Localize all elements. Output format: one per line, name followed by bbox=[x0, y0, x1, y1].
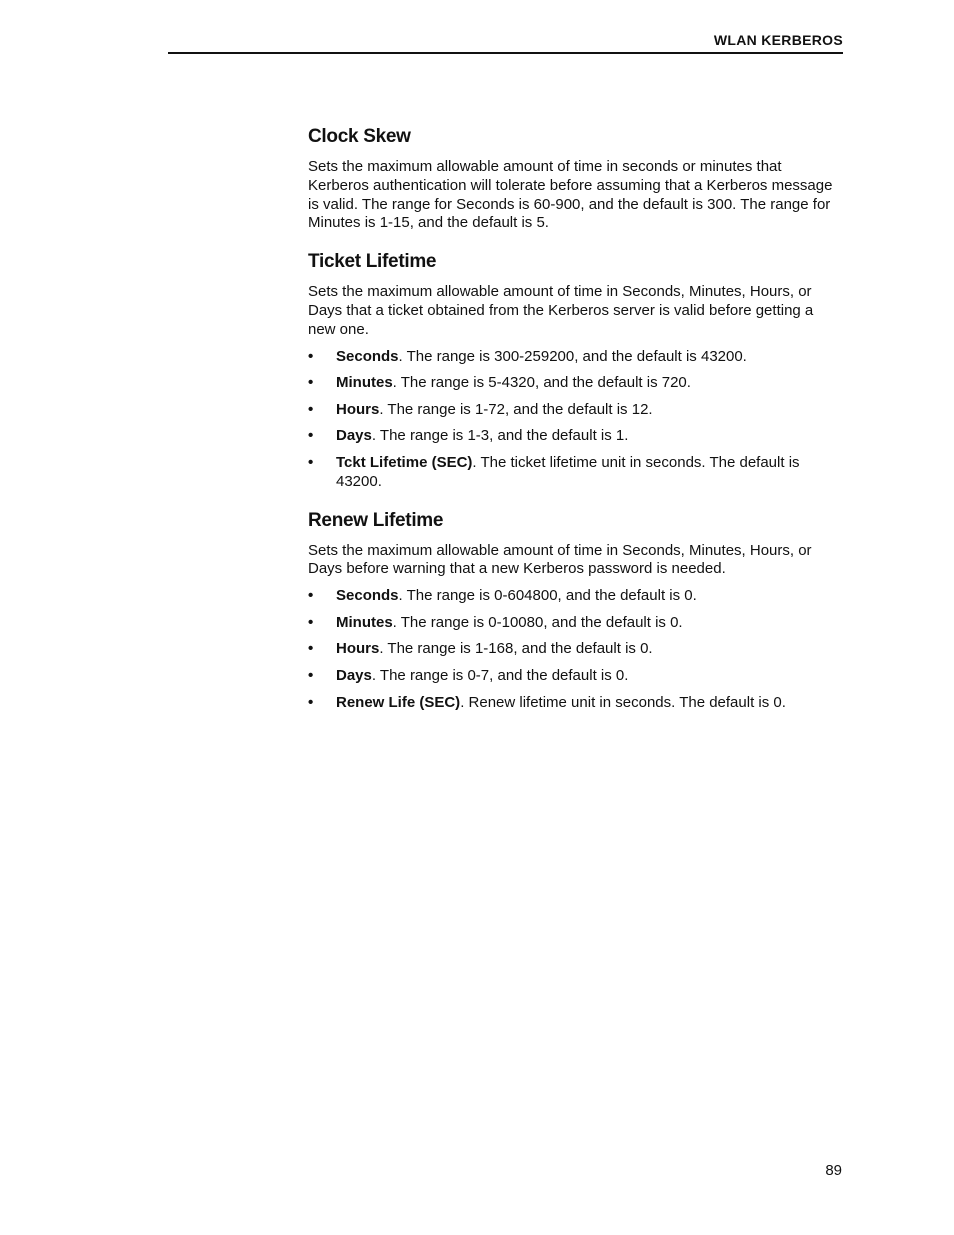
list-item-text: . The ticket lifetime unit in seconds. The default is 43200. bbox=[336, 453, 800, 490]
list-item-term: Minutes bbox=[336, 374, 393, 392]
list-item-term: Hours bbox=[336, 640, 380, 658]
list-item-term: Days bbox=[336, 666, 372, 684]
section-paragraph: Sets the maximum allowable amount of time in seconds or minutes that Kerberos authentication will tolerate before assuming that a Kerberos message is valid. The range for Seconds is 60-900, and the default is 300. The range for Minutes is 1-15, and the default is 5. bbox=[308, 158, 833, 232]
section-heading: Clock Skew bbox=[308, 126, 411, 147]
bullet-icon: • bbox=[308, 400, 314, 418]
list-item-text: . The range is 1-168, and the default is 0. bbox=[379, 640, 653, 658]
bullet-icon: • bbox=[308, 613, 314, 631]
bullet-icon: • bbox=[308, 640, 314, 658]
section-paragraph: Sets the maximum allowable amount of time in Seconds, Minutes, Hours, or Days before warning that a new Kerberos password is needed. bbox=[308, 541, 812, 578]
bullet-list bbox=[308, 348, 843, 492]
bullet-icon: • bbox=[308, 347, 314, 365]
section-paragraph: Sets the maximum allowable amount of time in Seconds, Minutes, Hours, or Days that a ticket obtained from the Kerberos server is valid before getting a new one. bbox=[308, 283, 814, 338]
list-item-term: Hours bbox=[336, 400, 380, 418]
page-number: 89 bbox=[825, 1162, 842, 1179]
list-item bbox=[308, 427, 843, 446]
running-header-title: WLAN KERBEROS bbox=[713, 32, 843, 48]
list-item bbox=[308, 694, 843, 713]
document-body bbox=[308, 124, 843, 728]
list-item-term: Seconds bbox=[336, 347, 399, 365]
list-item bbox=[308, 348, 843, 367]
list-item bbox=[308, 640, 843, 659]
bullet-icon: • bbox=[308, 693, 314, 711]
list-item-text: . The range is 0-604800, and the default is 0. bbox=[398, 587, 697, 605]
list-item bbox=[308, 454, 843, 492]
list-item-text: . The range is 5-4320, and the default is 720. bbox=[392, 374, 691, 392]
list-item bbox=[308, 667, 843, 686]
section-heading: Renew Lifetime bbox=[308, 509, 444, 531]
bullet-icon: • bbox=[308, 427, 314, 445]
bullet-list bbox=[308, 587, 843, 712]
list-item-text: . The range is 0-7, and the default is 0. bbox=[371, 666, 629, 684]
list-item bbox=[308, 401, 843, 420]
list-item-text: . The range is 1-72, and the default is 12. bbox=[379, 400, 653, 418]
list-item-term: Days bbox=[336, 427, 372, 445]
section-renew-lifetime bbox=[308, 508, 843, 713]
bullet-icon: • bbox=[308, 587, 314, 605]
list-item-text: . The range is 0-10080, and the default is 0. bbox=[392, 613, 683, 631]
section-heading: Ticket Lifetime bbox=[308, 251, 437, 273]
list-item-text: . The range is 300-259200, and the default is 43200. bbox=[398, 347, 747, 365]
list-item-term: Minutes bbox=[336, 613, 393, 631]
section-clock-skew bbox=[308, 124, 843, 233]
list-item-text: . Renew lifetime unit in seconds. The default is 0. bbox=[460, 693, 786, 711]
list-item-term: Renew Life (SEC) bbox=[336, 693, 461, 711]
list-item-term: Seconds bbox=[336, 587, 399, 605]
bullet-icon: • bbox=[308, 374, 314, 392]
list-item-term: Tckt Lifetime (SEC) bbox=[336, 453, 473, 471]
section-ticket-lifetime bbox=[308, 249, 843, 491]
list-item bbox=[308, 587, 843, 606]
bullet-icon: • bbox=[308, 666, 314, 684]
list-item bbox=[308, 614, 843, 633]
bullet-icon: • bbox=[308, 453, 314, 471]
list-item bbox=[308, 374, 843, 393]
list-item-text: . The range is 1-3, and the default is 1. bbox=[371, 427, 629, 445]
running-header bbox=[168, 30, 843, 54]
